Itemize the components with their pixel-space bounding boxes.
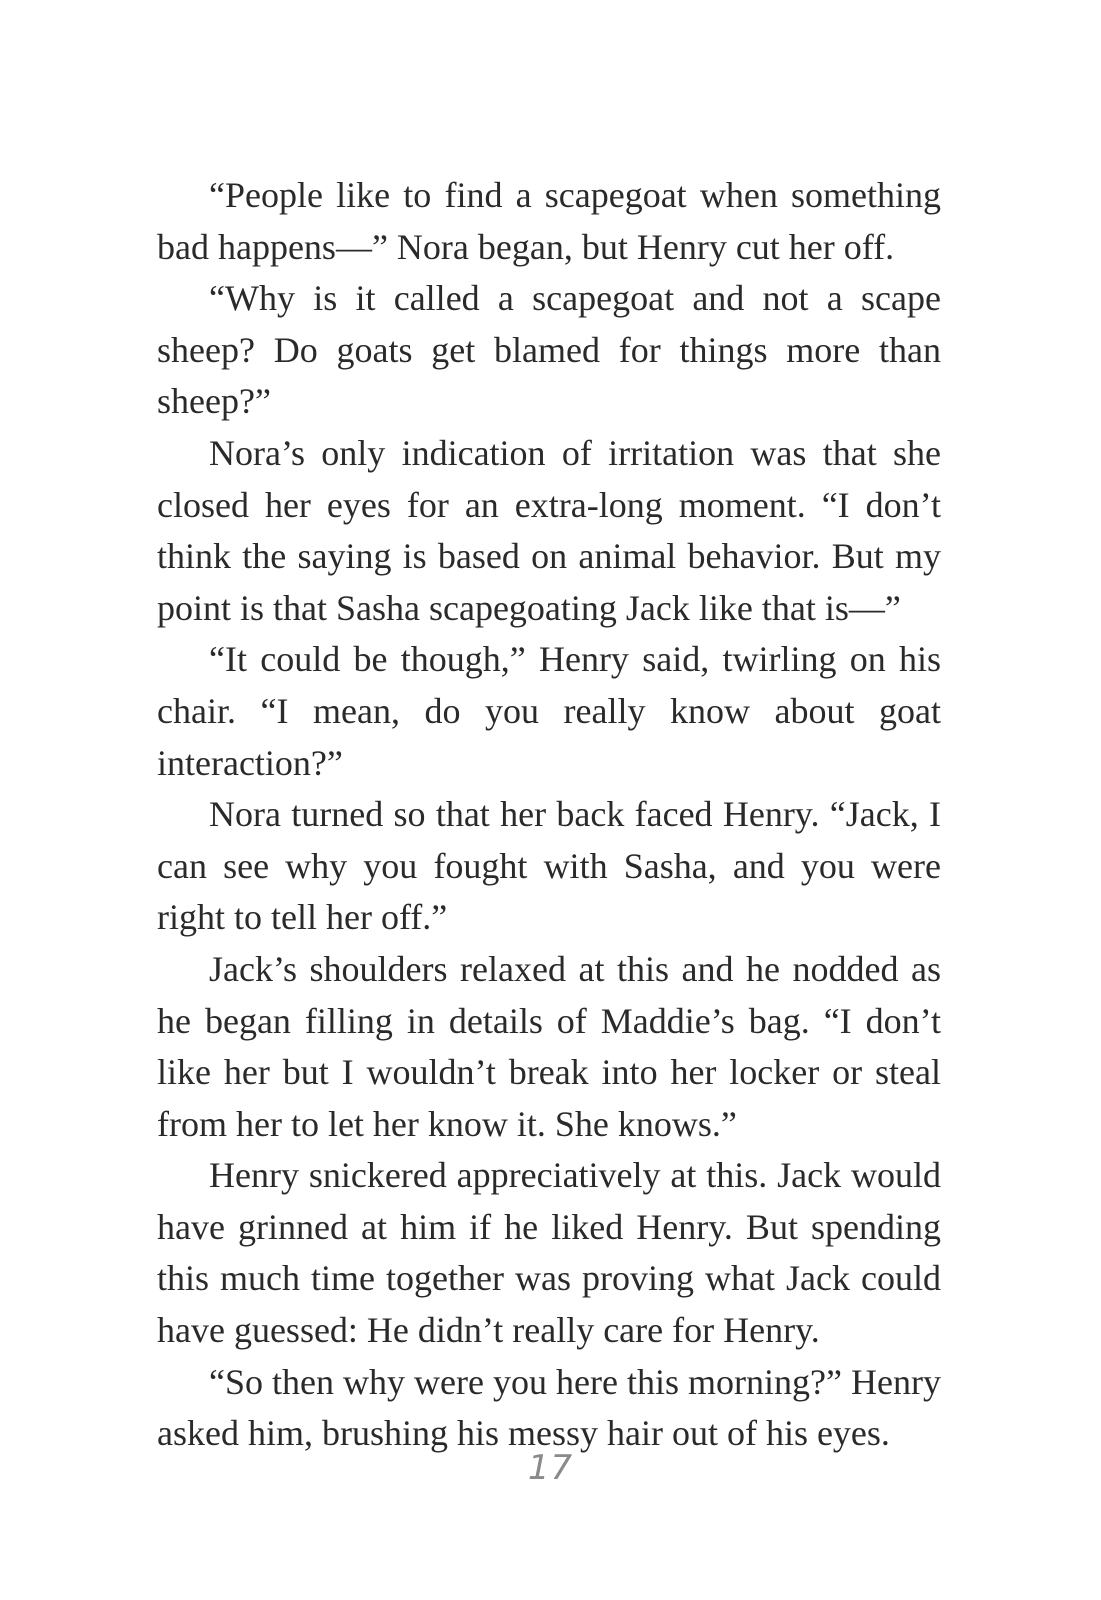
paragraph-1: “People like to find a scapegoat when something bad happens—” Nora began, but Henry cut her off.: [157, 175, 941, 267]
paragraph-3: Nora’s only indication of irritation was that she closed her eyes for an extra-long moment. “I don’t think the saying is based on animal behavior. But my point is that Sasha scapegoating Jack like that is—”: [157, 432, 941, 628]
paragraph-5: Nora turned so that her back faced Henry. “Jack, I can see why you fought with Sasha, and you were right to tell her off.”: [157, 794, 941, 938]
paragraph-6: Jack’s shoulders relaxed at this and he nodded as he began filling in details of Maddie’s bag. “I don’t like her but I wouldn’t break into her locker or steal from her to let her know it. She knows.”: [157, 948, 941, 1144]
page-number: 17: [527, 1448, 574, 1488]
paragraph-7: Henry snickered appreciatively at this. Jack would have grinned at him if he liked Henry. But spending this much time together was proving what Jack could have guessed: He didn’t really care for Henry.: [157, 1155, 941, 1351]
paragraph-2: “Why is it called a scapegoat and not a scape sheep? Do goats get blamed for things more than sheep?”: [157, 278, 941, 422]
paragraph-8: “So then why were you here this morning?” Henry asked him, brushing his messy hair out of his eyes.: [157, 1361, 941, 1454]
body-text: [157, 170, 941, 1460]
paragraph-4: “It could be though,” Henry said, twirling on his chair. “I mean, do you really know about goat interaction?”: [157, 639, 941, 783]
